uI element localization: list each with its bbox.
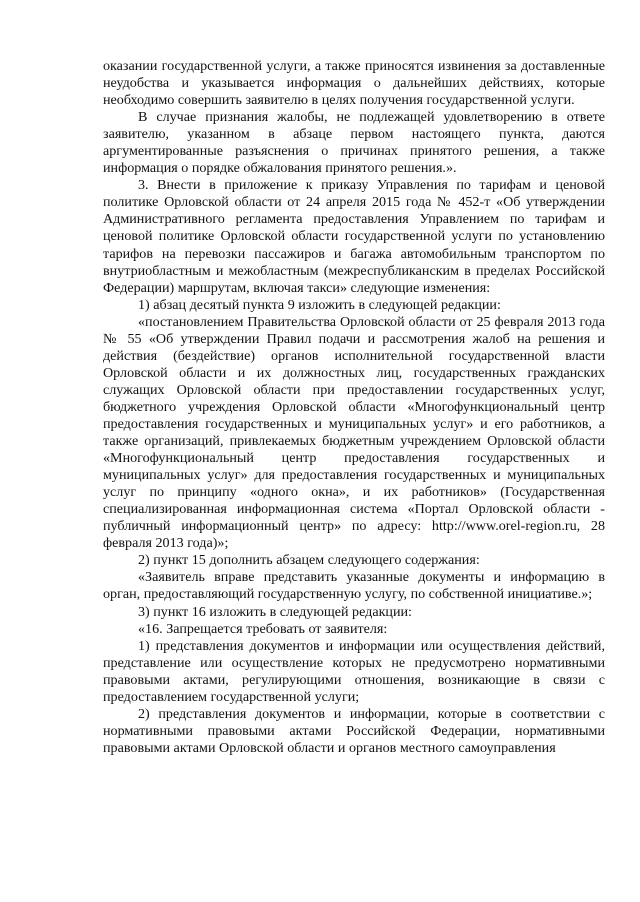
paragraph-9: «16. Запрещается требовать от заявителя: xyxy=(138,620,388,637)
paragraph-4: 1) абзац десятый пункта 9 изложить в следующей редакции: xyxy=(138,296,501,313)
paragraph-1: оказании государственной услуги, а также приносятся извинения за доставленные неудобства и указывается информация о дальнейших действиях, которые необходимо совершить заявителю в целях получения государственной услуги. xyxy=(103,58,605,109)
paragraph-10: 1) представления документов и информации или осуществления действий, представление или осуществление которых не предусмотрено нормативными правовыми актами, регулирующими отношения, возникающие в связи с предоставлением государственной услуги; xyxy=(103,637,605,705)
paragraph-2: В случае признания жалобы, не подлежащей удовлетворению в ответе заявителю, указанном в абзаце первом настоящего пункта, даются аргументированные разъяснения о причинах принятого решения, а также информация о порядке обжалования принятого решения.». xyxy=(103,109,605,177)
paragraph-11: 2) представления документов и информации, которые в соответствии с нормативными правовыми актами Российской Федерации, нормативными правовыми актами Орловской области и органов местного самоуправления xyxy=(103,705,605,756)
paragraph-5: «постановлением Правительства Орловской области от 25 февраля 2013 года № 55 «Об утверждении Правил подачи и рассмотрения жалоб на решения и действия (бездействие) органов исполнительной государственной власти Орловской области и их должностных лиц, государственных гражданских служащих Орловской области при предоставлении государственных услуг, бюджетного учреждения Орловской области «Многофункциональный центр предоставления государственных и муниципальных услуг» и его работников, а также организаций, привлекаемых бюджетным учреждением Орловской области «Многофункциональный центр предоставления государственных и муниципальных услуг» для предоставления государственных и муниципальных услуг по принципу «одного окна», и их работников» (Государственная специализированная информационная система «Портал Орловской области - публичный информационный центр» по адресу: http://www.orel-region.ru, 28 февраля 2013 года)»; xyxy=(103,313,605,552)
paragraph-6: 2) пункт 15 дополнить абзацем следующего содержания: xyxy=(138,552,480,569)
document-body xyxy=(103,58,605,757)
paragraph-8: 3) пункт 16 изложить в следующей редакции: xyxy=(138,603,412,620)
paragraph-7: «Заявитель вправе представить указанные документы и информацию в орган, предоставляющий государственную услугу, по собственной инициативе.»; xyxy=(103,569,605,603)
paragraph-3: 3. Внести в приложение к приказу Управления по тарифам и ценовой политике Орловской области от 24 апреля 2015 года № 452-т «Об утверждении Административного регламента предоставления Управлением по тарифам и ценовой политике Орловской области государственной услуги по установлению тарифов на перевозки пассажиров и багажа автомобильным транспортом по внутриобластным и межобластным (межреспубликанским в пределах Российской Федерации) маршрутам, включая такси» следующие изменения: xyxy=(103,177,605,296)
